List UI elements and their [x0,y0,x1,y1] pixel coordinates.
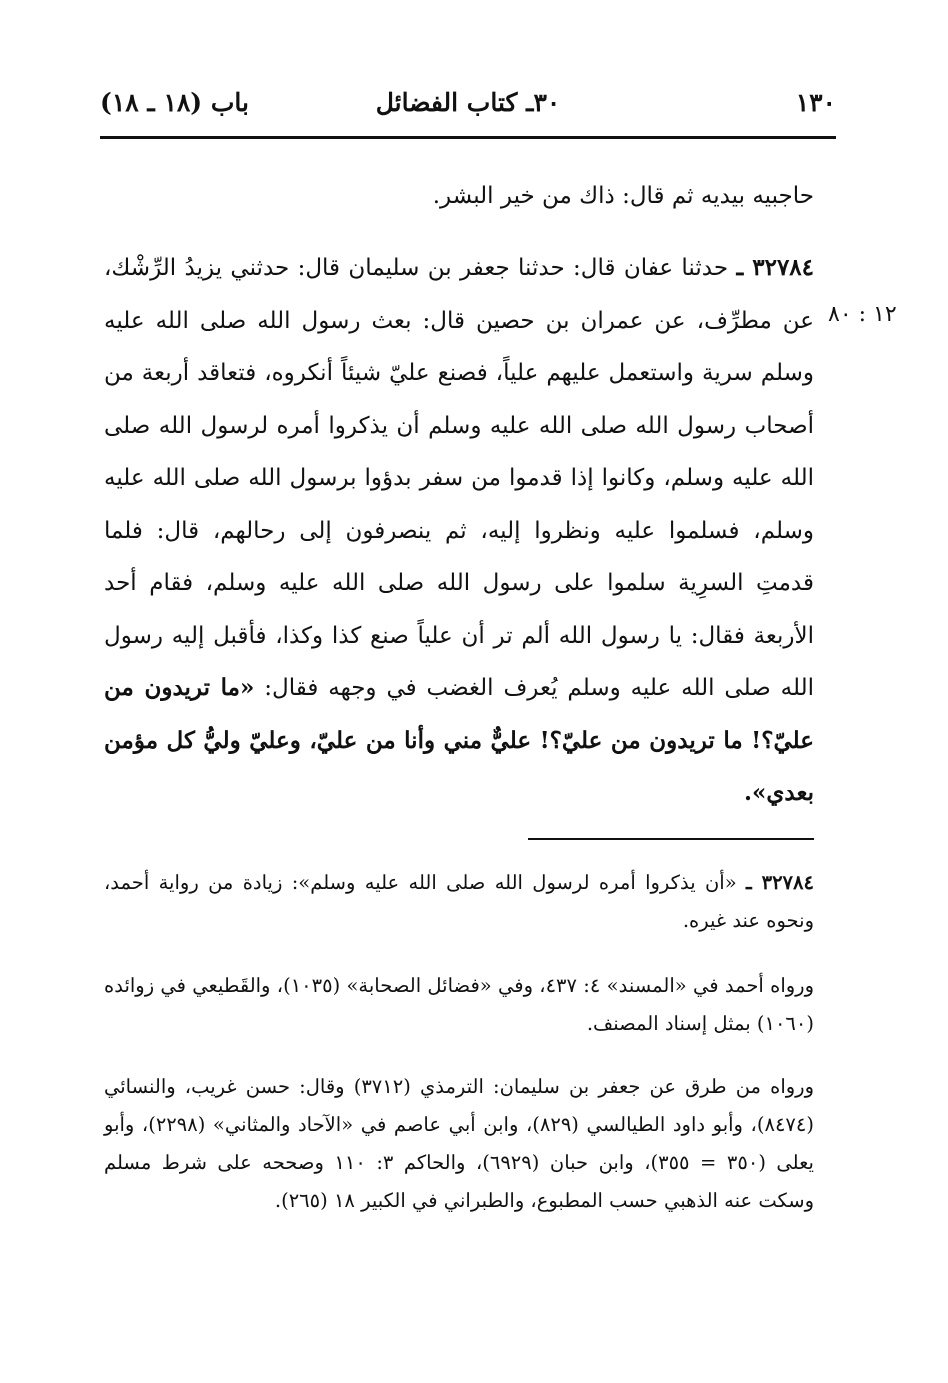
footnote-text: «أن يذكروا أمره لرسول الله صلى الله عليه وسلم»: زيادة من رواية أحمد، ونحوه عند غيره. [104,871,814,932]
page-number: ١٣٠ [795,88,836,117]
footnote-text: ورواه من طرق عن جعفر بن سليمان: الترمذي (٣٧١٢) وقال: حسن غريب، والنسائي (٨٤٧٤)، وأبو داود الطيالسي (٨٢٩)، وابن أبي عاصم في «الآحاد والمثاني» (٢٢٩٨)، وأبو يعلى (٣٥٠ = ٣٥٥)، وابن حبان (٦٩٢٩)، والحاكم ٣: ١١٠ وصححه على شرط مسلم وسكت عنه الذهبي حسب المطبوع، والطبراني في الكبير ١٨ (٢٦٥). [104,1075,814,1212]
footnote-rule [528,838,814,840]
footnote-text: ورواه أحمد في «المسند» ٤: ٤٣٧، وفي «فضائل الصحابة» (١٠٣٥)، والقَطيعي في زوائده (١٠٦٠) بمثل إسناد المصنف. [104,974,814,1035]
chapter-heading: باب (١٨ ـ ١٨) [100,88,249,117]
footnote-2 [104,967,814,1043]
hadith-quote: «ما تريدون من عليّ؟! ما تريدون من عليّ؟! عليٌّ مني وأنا من عليّ، وعليّ وليُّ كل مؤمن بعدي». [104,674,814,806]
footnote-1 [104,864,814,940]
book-heading: ٣٠ـ كتاب الفضائل [375,88,561,117]
hadith-number: ٣٢٧٨٤ ـ [736,254,815,281]
footnote-3 [104,1068,814,1220]
margin-reference: ١٢ : ٨٠ [828,302,897,327]
page-header [100,88,836,132]
hadith-text: حدثنا عفان قال: حدثنا جعفر بن سليمان قال: حدثني يزيدُ الرِّشْك، عن مطرِّف، عن عمران بن حصين قال: بعث رسول الله صلى الله عليه وسلم سرية واستعمل عليهم علياً، فصنع عليّ شيئاً أنكروه، فتعاقد أربعة من أصحاب رسول الله صلى الله عليه وسلم أن يذكروا أمره لرسول الله صلى الله عليه وسلم، وكانوا إذا قدموا من سفر بدؤوا برسول الله صلى الله عليه وسلم، فسلموا عليه ونظروا إليه، ثم ينصرفون إلى رحالهم، قال: فلما قدمتِ السرِية سلموا على رسول الله صلى الله عليه وسلم، فقام أحد الأربعة فقال: يا رسول الله ألم تر أن علياً صنع كذا وكذا، فأقبل إليه رسول الله صلى الله عليه وسلم يُعرف الغضب في وجهه فقال: [104,255,814,701]
footnote-number: ٣٢٧٨٤ ـ [745,871,814,894]
header-rule [100,136,836,139]
continuation-line: حاجبيه بيديه ثم قال: ذاك من خير البشر. [432,183,814,209]
hadith-paragraph [104,242,814,820]
